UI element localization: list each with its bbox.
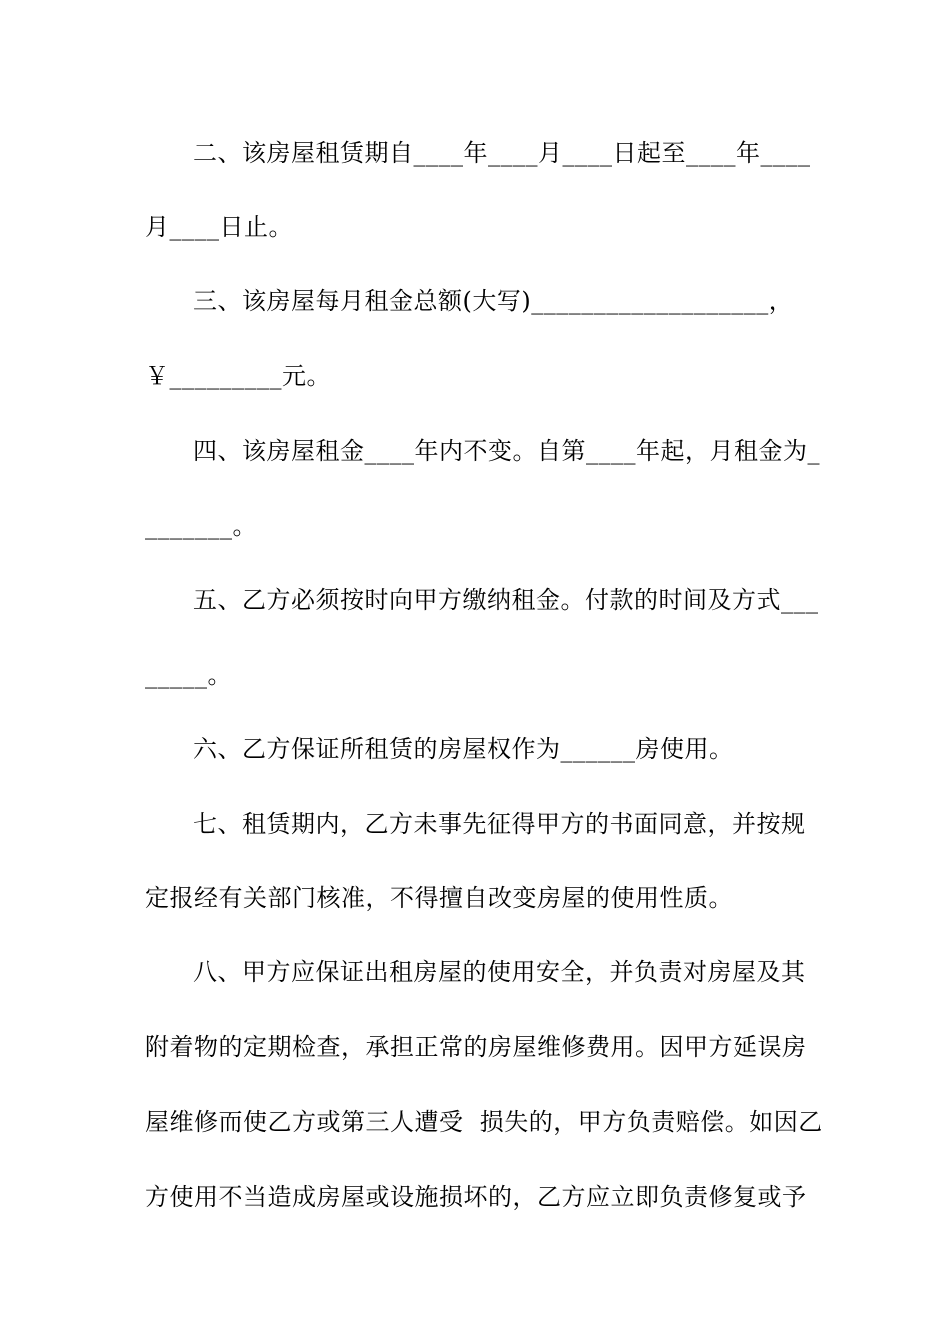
clause-8-line-3: 屋维修而使乙方或第三人遭受 损失的，甲方负责赔偿。如因乙 <box>145 1108 823 1136</box>
clause-4-line-2: _______。 <box>145 512 257 540</box>
clause-7-line-2: 定报经有关部门核准，不得擅自改变房屋的使用性质。 <box>145 884 733 912</box>
clause-4-line-1: 四、该房屋租金____年内不变。自第____年起，月租金为_ <box>193 437 820 465</box>
clause-8-line-4: 方使用不当造成房屋或设施损坏的，乙方应立即负责修复或予 <box>145 1183 807 1211</box>
clause-3-line-1: 三、该房屋每月租金总额(大写)___________________， <box>193 287 794 315</box>
clause-6-line-1: 六、乙方保证所租赁的房屋权作为______房使用。 <box>193 735 734 763</box>
clause-2-line-2: 月____日止。 <box>145 213 293 241</box>
clause-2-line-1: 二、该房屋租赁期自____年____月____日起至____年____ <box>193 139 811 167</box>
clause-5-line-1: 五、乙方必须按时向甲方缴纳租金。付款的时间及方式___ <box>193 586 819 614</box>
clause-5-line-2: _____。 <box>145 661 232 689</box>
clause-7-line-1: 七、租赁期内，乙方未事先征得甲方的书面同意，并按规 <box>193 810 806 838</box>
clause-8-line-2: 附着物的定期检查，承担正常的房屋维修费用。因甲方延误房 <box>145 1033 807 1061</box>
clause-3-line-2: ￥_________元。 <box>145 362 331 390</box>
clause-8-line-1: 八、甲方应保证出租房屋的使用安全，并负责对房屋及其 <box>193 958 806 986</box>
